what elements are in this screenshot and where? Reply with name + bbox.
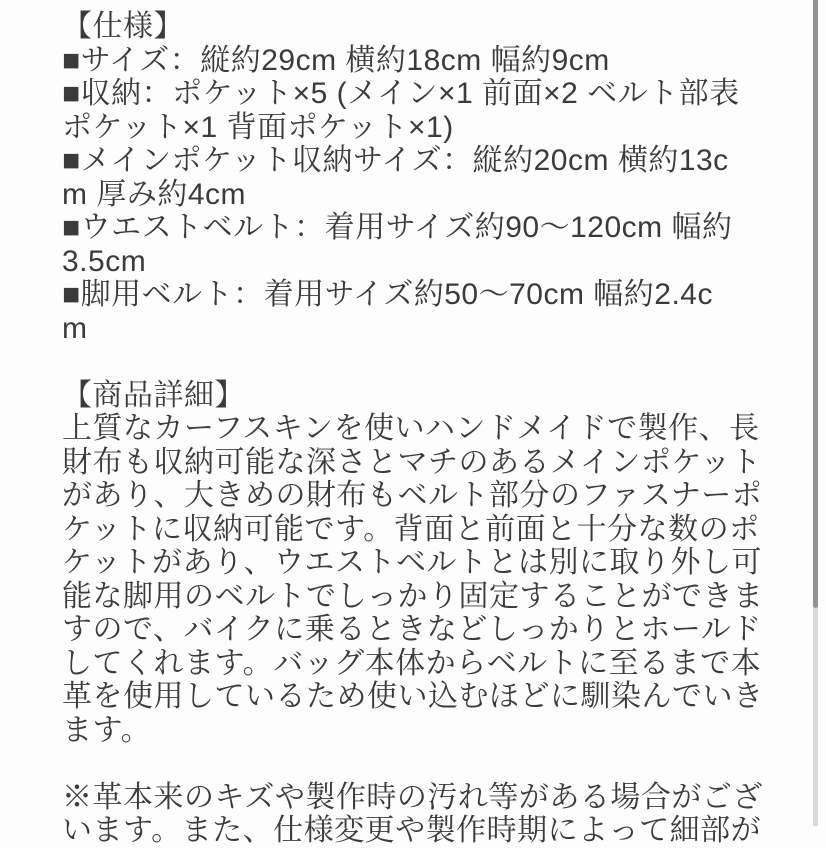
section-disclaimer-note [62, 781, 790, 848]
product-description-text [62, 10, 790, 848]
text-line: m 厚み約4cm [62, 177, 246, 211]
text-line: m [62, 311, 88, 345]
text-line: ケットに収納可能です。背面と前面と十分な数のポ [62, 512, 760, 546]
text-line: ■メインポケット収納サイズ：縦約20cm 横約13c [62, 144, 729, 177]
text-line: ※革本来のキズや製作時の汚れ等がある場合がござ [62, 780, 763, 814]
text-line: してくれます。バッグ本体からベルトに至るまで本 [62, 646, 762, 680]
text-line: ケットがあり、ウエストベルトとは別に取り外し可 [62, 546, 762, 579]
text-line: 【商品詳細】 [62, 378, 245, 412]
text-line: ■ウエストベルト：着用サイズ約90〜120cm 幅約 [62, 211, 733, 244]
text-line: があり、大きめの財布もベルト部分のファスナーポ [62, 479, 763, 512]
section-specifications [62, 10, 790, 345]
text-line: ポケット×1 背面ポケット×1) [62, 110, 454, 144]
text-line: ■脚用ベルト：着用サイズ約50〜70cm 幅約2.4c [62, 278, 713, 311]
text-line: 3.5cm [62, 244, 147, 278]
text-line: 【仕様】 [62, 10, 184, 43]
text-line: 能な脚用のベルトでしっかり固定することができま [62, 579, 764, 613]
text-line: 革を使用しているため使い込むほどに馴染んでいき [62, 680, 764, 713]
text-line: すので、バイクに乗るときなどしっかりとホールド [62, 613, 762, 646]
scrollbar-track[interactable] [813, 0, 818, 826]
text-line: います。また、仕様変更や製作時期によって細部が [62, 814, 762, 847]
text-line: ■サイズ：縦約29cm 横約18cm 幅約9cm [62, 43, 610, 77]
text-line: ます。 [62, 713, 152, 747]
text-line: 上質なカーフスキンを使いハンドメイドで製作、長 [62, 412, 760, 445]
text-line: 財布も収納可能な深さとマチのあるメインポケット [62, 445, 762, 479]
text-line: ■収納：ポケット×5 (メイン×1 前面×2 ベルト部表 [62, 77, 740, 110]
scrollbar-thumb[interactable] [813, 0, 818, 608]
section-product-details [62, 379, 790, 748]
